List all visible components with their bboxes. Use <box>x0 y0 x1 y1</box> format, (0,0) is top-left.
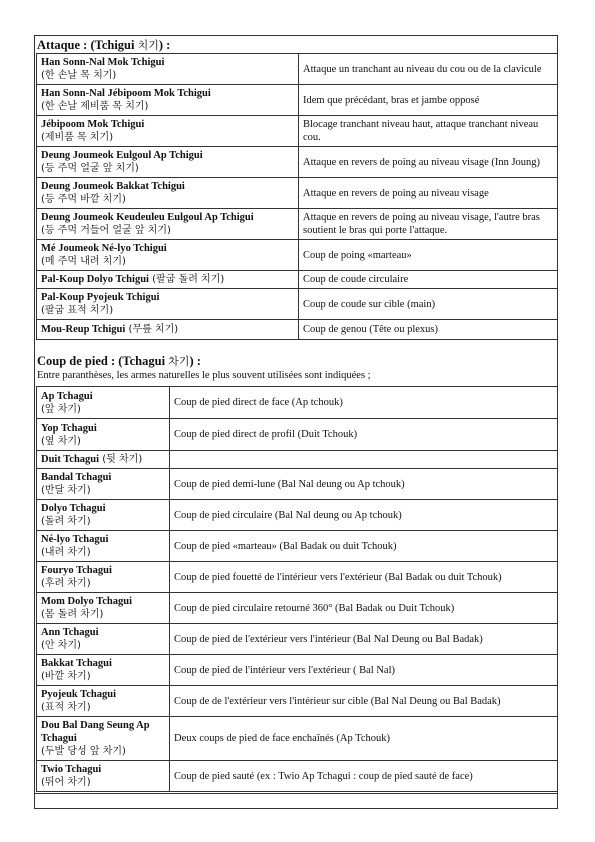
technique-name: Dou Bal Dang Seung Ap Tchagui <box>41 720 150 744</box>
technique-korean: (내려 차기) <box>41 547 91 558</box>
technique-korean: (한 손날 제비품 목 치기) <box>41 101 149 112</box>
bottom-rule <box>34 793 558 794</box>
technique-name-cell <box>37 209 299 240</box>
technique-name: Mom Dolyo Tchagui <box>41 596 133 607</box>
table-row <box>37 419 558 451</box>
technique-description: Deux coups de pied de face enchaînés (Ap Tchouk) <box>170 717 558 761</box>
technique-name-cell <box>37 469 170 500</box>
technique-korean: (메 주먹 내려 치기) <box>41 256 126 267</box>
technique-description <box>170 451 558 469</box>
kick-section-title: Coup de pied : (Tchagui 차기) : <box>37 354 201 368</box>
table-row <box>37 178 558 209</box>
technique-name: Ann Tchagui <box>41 627 99 638</box>
technique-name-cell <box>37 451 170 469</box>
technique-name-cell <box>37 419 170 451</box>
technique-korean: (후려 차기) <box>41 578 91 589</box>
attack-section-title: Attaque : (Tchigui 치기) : <box>37 38 171 52</box>
technique-korean: (무릎 치기) <box>125 324 179 335</box>
technique-name: Duit Tchagui <box>41 454 100 465</box>
table-row <box>37 624 558 655</box>
technique-name-cell <box>37 500 170 531</box>
technique-korean: (두발 당성 앞 차기) <box>41 746 126 757</box>
technique-korean: (몸 돌려 차기) <box>41 609 104 620</box>
technique-description: Coup de pied de l'extérieur vers l'intérieur (Bal Nal Deung ou Bal Badak) <box>170 624 558 655</box>
table-row <box>37 469 558 500</box>
technique-name-cell <box>37 147 299 178</box>
table-row <box>37 593 558 624</box>
technique-name: Pal-Koup Dolyo Tchigui <box>41 274 149 285</box>
technique-description: Blocage tranchant niveau haut, attaque tranchant niveau cou. <box>299 116 558 147</box>
technique-name: Né-lyo Tchagui <box>41 534 109 545</box>
table-row <box>37 147 558 178</box>
technique-description: Attaque en revers de poing au niveau visage, l'autre bras soutient le bras qui porte l'attaque. <box>299 209 558 240</box>
technique-description: Attaque un tranchant au niveau du cou ou de la clavicule <box>299 54 558 85</box>
technique-name: Pal-Koup Pyojeuk Tchigui <box>41 292 160 303</box>
technique-name-cell <box>37 624 170 655</box>
technique-name-cell <box>37 116 299 147</box>
technique-name: Han Sonn-Nal Jébipoom Mok Tchigui <box>41 88 211 99</box>
table-row <box>37 500 558 531</box>
technique-name: Han Sonn-Nal Mok Tchigui <box>41 57 165 68</box>
technique-description: Coup de de l'extérieur vers l'intérieur sur cible (Bal Nal Deung ou Bal Badak) <box>170 686 558 717</box>
table-row <box>37 320 558 340</box>
technique-korean: (등 주먹 얼굴 앞 치기) <box>41 163 139 174</box>
table-row <box>37 116 558 147</box>
technique-name: Deung Joumeok Bakkat Tchigui <box>41 181 185 192</box>
technique-description: Coup de pied sauté (ex : Twio Ap Tchagui : coup de pied sauté de face) <box>170 761 558 792</box>
technique-description: Coup de coude circulaire <box>299 271 558 289</box>
technique-name-cell <box>37 178 299 209</box>
technique-name: Bakkat Tchagui <box>41 658 112 669</box>
technique-korean: (옆 차기) <box>41 435 81 447</box>
technique-name-cell <box>37 655 170 686</box>
technique-name: Mou-Reup Tchigui <box>41 324 126 335</box>
technique-korean: (뒷 차기) <box>99 454 143 465</box>
technique-name-cell <box>37 531 170 562</box>
technique-description: Coup de pied fouetté de l'intérieur vers l'extérieur (Bal Badak ou duit Tchouk) <box>170 562 558 593</box>
technique-korean: (앞 차기) <box>41 403 81 415</box>
technique-description: Coup de pied circulaire retourné 360° (Bal Badak ou Duit Tchouk) <box>170 593 558 624</box>
table-row <box>37 686 558 717</box>
technique-name-cell <box>37 387 170 419</box>
table-row <box>37 655 558 686</box>
technique-description: Coup de genou (Tête ou plexus) <box>299 320 558 340</box>
technique-name-cell <box>37 240 299 271</box>
technique-description: Coup de coude sur cible (main) <box>299 289 558 320</box>
technique-name-cell <box>37 717 170 761</box>
technique-name: Deung Joumeok Keudeuleu Eulgoul Ap Tchigui <box>41 212 254 223</box>
technique-description: Attaque en revers de poing au niveau visage <box>299 178 558 209</box>
technique-korean: (한 손날 목 치기) <box>41 70 117 81</box>
technique-korean: (반달 차기) <box>41 485 91 496</box>
technique-description: Coup de pied «marteau» (Bal Badak ou duit Tchouk) <box>170 531 558 562</box>
technique-name: Ap Tchagui <box>41 390 93 402</box>
table-row <box>37 271 558 289</box>
table-row <box>37 209 558 240</box>
technique-korean: (뛰어 차기) <box>41 777 91 788</box>
table-row <box>37 54 558 85</box>
technique-name: Fouryo Tchagui <box>41 565 112 576</box>
technique-name-cell <box>37 593 170 624</box>
technique-description: Coup de pied direct de profil (Duit Tchouk) <box>170 419 558 451</box>
technique-name: Dolyo Tchagui <box>41 503 106 514</box>
technique-name: Twio Tchagui <box>41 764 102 775</box>
technique-korean: (안 차기) <box>41 640 81 651</box>
technique-name: Yop Tchagui <box>41 422 97 434</box>
technique-name-cell <box>37 320 299 340</box>
kick-table <box>36 386 558 792</box>
technique-name: Bandal Tchagui <box>41 472 112 483</box>
table-row <box>37 451 558 469</box>
technique-korean: (표적 차기) <box>41 702 91 713</box>
table-row <box>37 717 558 761</box>
technique-name-cell <box>37 289 299 320</box>
table-row <box>37 85 558 116</box>
table-row <box>37 531 558 562</box>
kick-note: Entre paranthèses, les armes naturelles le plus souvent utilisées sont indiquées ; <box>37 370 371 381</box>
technique-name-cell <box>37 85 299 116</box>
technique-korean: (돌려 차기) <box>41 516 91 527</box>
technique-description: Idem que précédant, bras et jambe opposé <box>299 85 558 116</box>
table-row <box>37 562 558 593</box>
technique-name: Mé Joumeok Né-lyo Tchigui <box>41 243 167 254</box>
table-row <box>37 240 558 271</box>
technique-name-cell <box>37 562 170 593</box>
technique-korean: (팔굽 표적 치기) <box>41 305 114 316</box>
technique-description: Attaque en revers de poing au niveau visage (Inn Joung) <box>299 147 558 178</box>
technique-description: Coup de poing «marteau» <box>299 240 558 271</box>
technique-korean: (등 주먹 바깥 치기) <box>41 194 126 205</box>
technique-korean: (등 주먹 거들어 얼굴 앞 치기) <box>41 225 171 236</box>
technique-korean: (팔굽 돌려 치기) <box>148 274 225 285</box>
technique-name: Jébipoom Mok Tchigui <box>41 119 145 130</box>
technique-korean: (바깥 차기) <box>41 671 91 682</box>
table-row <box>37 761 558 792</box>
technique-name-cell <box>37 271 299 289</box>
technique-description: Coup de pied demi-lune (Bal Nal deung ou Ap tchouk) <box>170 469 558 500</box>
table-row <box>37 387 558 419</box>
attack-table <box>36 53 558 340</box>
technique-description: Coup de pied circulaire (Bal Nal deung ou Ap tchouk) <box>170 500 558 531</box>
technique-name-cell <box>37 761 170 792</box>
technique-name: Deung Joumeok Eulgoul Ap Tchigui <box>41 150 203 161</box>
technique-name: Pyojeuk Tchagui <box>41 689 116 700</box>
technique-name-cell <box>37 54 299 85</box>
technique-korean: (제비품 목 치기) <box>41 132 114 143</box>
table-row <box>37 289 558 320</box>
technique-name-cell <box>37 686 170 717</box>
technique-description: Coup de pied de l'intérieur vers l'extérieur ( Bal Nal) <box>170 655 558 686</box>
technique-description: Coup de pied direct de face (Ap tchouk) <box>170 387 558 419</box>
